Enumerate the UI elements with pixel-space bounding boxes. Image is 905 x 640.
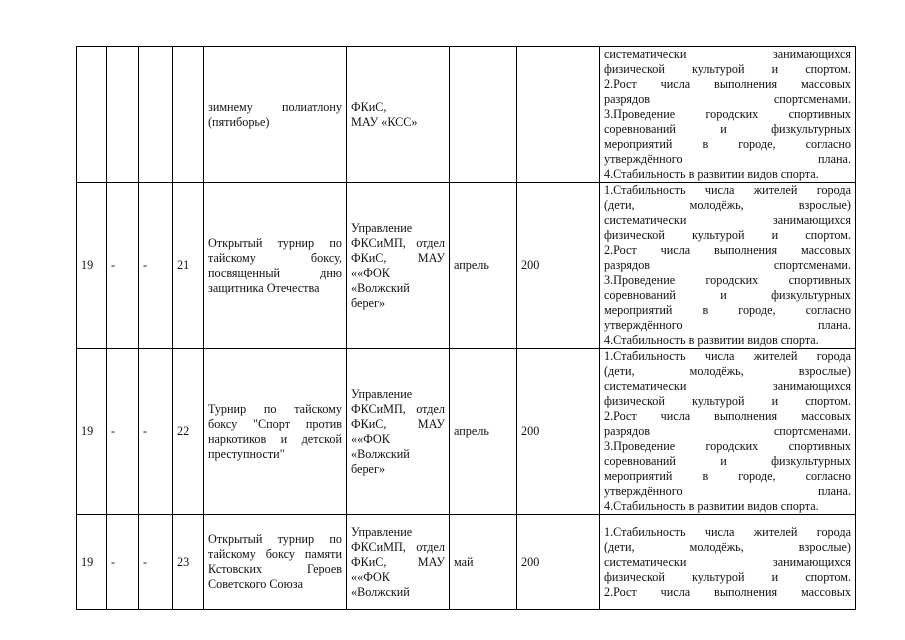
- participants-cell: 200: [517, 515, 600, 610]
- organizer-cell: [347, 47, 450, 183]
- period-cell: май: [450, 515, 517, 610]
- year-cell: [77, 47, 107, 183]
- event-number-cell: 21: [173, 183, 204, 349]
- result-line: 1.Стабильность числа жителей города: [604, 183, 851, 197]
- result-line: систематически занимающихся: [604, 47, 851, 61]
- result-line: соревнований и физкультурных: [604, 454, 851, 468]
- event-name-cell: Открытый турнир по тайскому боксу, посвященный дню защитника Отечества: [204, 183, 347, 349]
- organizer-line: ФКиС,: [351, 99, 387, 114]
- event-name-cell: Открытый турнир по тайскому боксу памяти Кстовских Героев Советского Союза: [204, 515, 347, 610]
- result-line: разрядов спортсменами.: [604, 92, 851, 106]
- result-line: 2.Рост числа выполнения массовых: [604, 243, 851, 257]
- result-line: 3.Проведение городских спортивных: [604, 439, 851, 453]
- participants-cell: [517, 47, 600, 183]
- result-line: 1.Стабильность числа жителей города: [604, 349, 851, 363]
- result-line: физической культурой и спортом.: [604, 394, 851, 408]
- result-line: 2.Рост числа выполнения массовых: [604, 409, 851, 423]
- result-line: (дети, молодёжь, взрослые): [604, 198, 851, 212]
- organizer-line: Управление ФКСиМП, отдел ФКиС, МАУ ««ФОК «Волжский берег»: [351, 386, 445, 476]
- result-line: (дети, молодёжь, взрослые): [604, 539, 851, 554]
- result-line: 4.Стабильность в развитии видов спорта.: [604, 499, 819, 513]
- expected-results-cell: [600, 515, 856, 610]
- period-cell: апрель: [450, 349, 517, 515]
- organizer-line: МАУ «КСС»: [351, 114, 418, 129]
- result-line: систематически занимающихся: [604, 379, 851, 393]
- result-line: утверждённого плана.: [604, 318, 851, 332]
- table-row: [77, 183, 856, 349]
- result-line: систематически занимающихся: [604, 554, 851, 569]
- organizer-cell: [347, 349, 450, 515]
- period-cell: апрель: [450, 183, 517, 349]
- result-line: систематически занимающихся: [604, 213, 851, 227]
- organizer-line: Управление ФКСиМП, отдел ФКиС, МАУ ««ФОК «Волжский берег»: [351, 220, 445, 310]
- result-line: разрядов спортсменами.: [604, 258, 851, 272]
- table-row: [77, 515, 856, 610]
- organizer-line: Управление ФКСиМП, отдел ФКиС, МАУ ««ФОК «Волжский: [351, 524, 445, 599]
- expected-results-cell: [600, 349, 856, 515]
- result-line: соревнований и физкультурных: [604, 122, 851, 136]
- program-cell: -: [107, 515, 139, 610]
- event-name-cell: зимнему полиатлону (пятиборье): [204, 47, 347, 183]
- result-line: (дети, молодёжь, взрослые): [604, 364, 851, 378]
- event-number-cell: 23: [173, 515, 204, 610]
- result-line: 4.Стабильность в развитии видов спорта.: [604, 333, 819, 347]
- organizer-cell: [347, 183, 450, 349]
- result-line: утверждённого плана.: [604, 484, 851, 498]
- subprogram-cell: -: [139, 183, 173, 349]
- events-table: [76, 46, 856, 610]
- result-line: физической культурой и спортом.: [604, 569, 851, 584]
- program-cell: -: [107, 349, 139, 515]
- expected-results-cell: [600, 183, 856, 349]
- year-cell: 19: [77, 515, 107, 610]
- organizer-cell: [347, 515, 450, 610]
- participants-cell: 200: [517, 183, 600, 349]
- event-number-cell: [173, 47, 204, 183]
- period-cell: [450, 47, 517, 183]
- subprogram-cell: [139, 47, 173, 183]
- result-line: 2.Рост числа выполнения массовых: [604, 77, 851, 91]
- result-line: 3.Проведение городских спортивных: [604, 107, 851, 121]
- subprogram-cell: -: [139, 515, 173, 610]
- result-line: физической культурой и спортом.: [604, 62, 851, 76]
- event-name-cell: Турнир по тайскому боксу "Спорт против наркотиков и детской преступности": [204, 349, 347, 515]
- result-line: 3.Проведение городских спортивных: [604, 273, 851, 287]
- result-line: соревнований и физкультурных: [604, 288, 851, 302]
- result-line: разрядов спортсменами.: [604, 424, 851, 438]
- table-row: [77, 349, 856, 515]
- result-line: 4.Стабильность в развитии видов спорта.: [604, 167, 819, 181]
- event-number-cell: 22: [173, 349, 204, 515]
- expected-results-cell: [600, 47, 856, 183]
- participants-cell: 200: [517, 349, 600, 515]
- result-line: мероприятий в городе, согласно: [604, 303, 851, 317]
- result-line: мероприятий в городе, согласно: [604, 137, 851, 151]
- result-line: утверждённого плана.: [604, 152, 851, 166]
- result-line: 1.Стабильность числа жителей города: [604, 524, 851, 539]
- result-line: 2.Рост числа выполнения массовых: [604, 584, 851, 599]
- result-line: физической культурой и спортом.: [604, 228, 851, 242]
- program-cell: [107, 47, 139, 183]
- year-cell: 19: [77, 349, 107, 515]
- program-cell: -: [107, 183, 139, 349]
- subprogram-cell: -: [139, 349, 173, 515]
- result-line: мероприятий в городе, согласно: [604, 469, 851, 483]
- table-row: [77, 47, 856, 183]
- year-cell: 19: [77, 183, 107, 349]
